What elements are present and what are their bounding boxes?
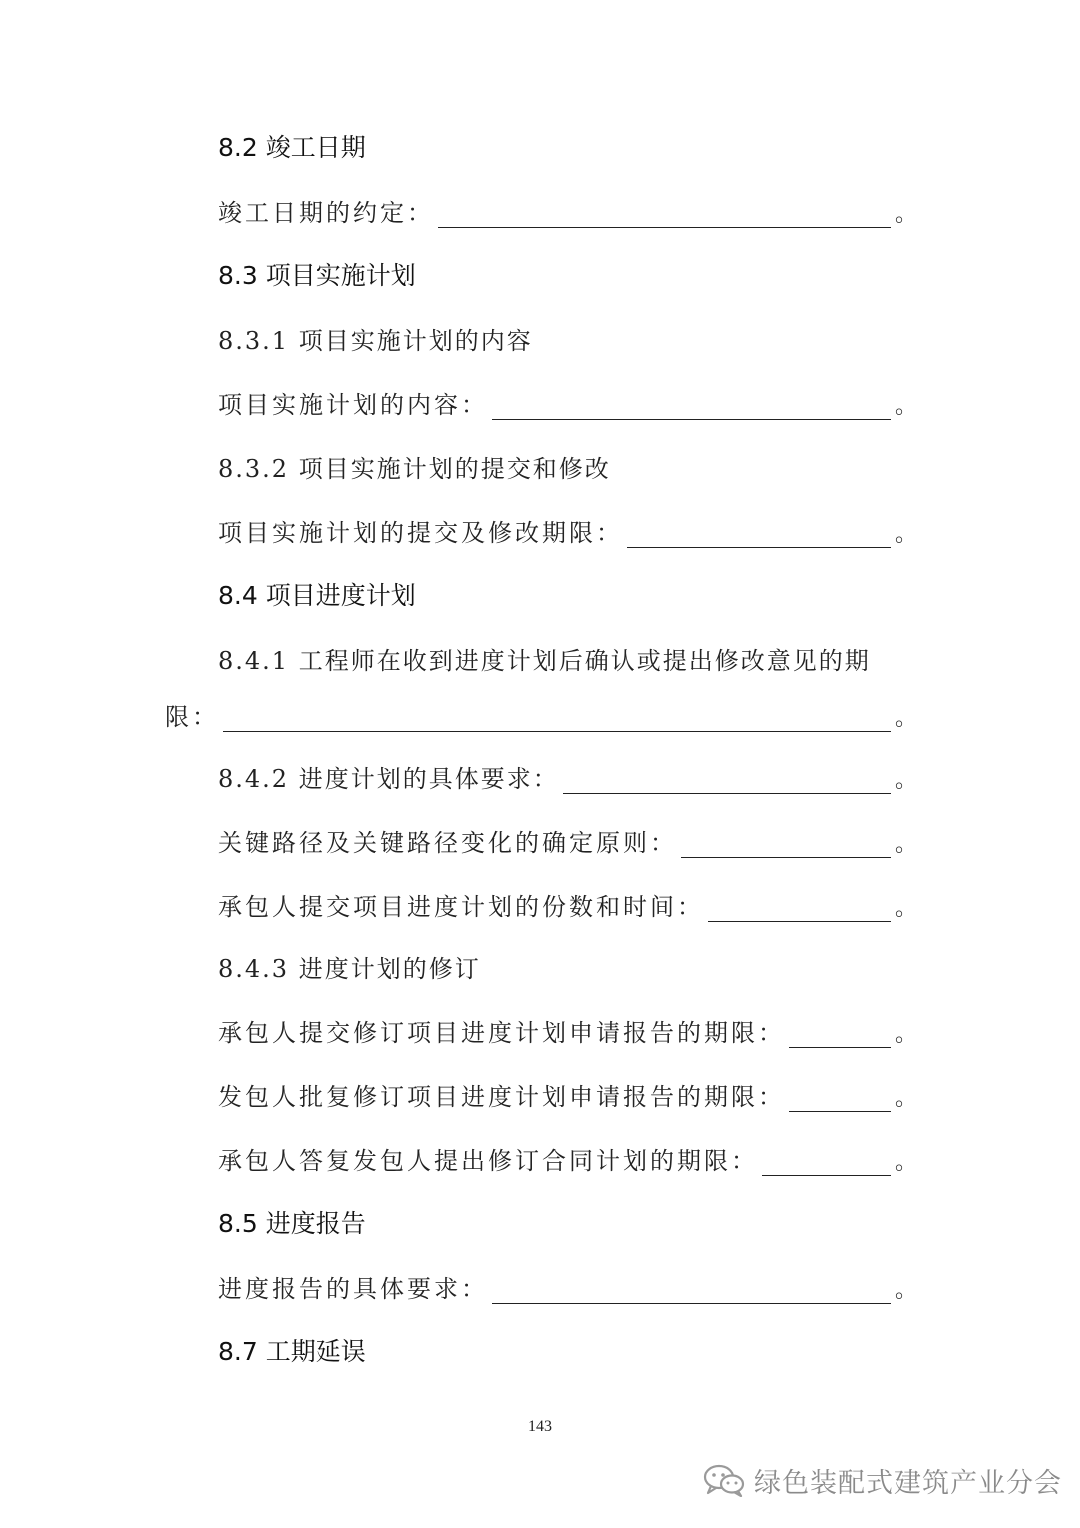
fill-in-blank[interactable]: [627, 523, 891, 548]
section-8-3-2-heading: 8.3.2 项目实施计划的提交和修改: [218, 455, 611, 483]
section-8-7-heading: 8.7 工期延误: [218, 1337, 366, 1366]
section-8-2-heading: 8.2 竣工日期: [218, 133, 366, 162]
schedule-submission-field: 承包人提交项目进度计划的份数和时间： 。: [218, 893, 920, 921]
page-number: 143: [528, 1418, 552, 1435]
fill-in-blank[interactable]: [762, 1151, 891, 1176]
section-8-3-heading: 8.3 项目实施计划: [218, 261, 416, 290]
fill-in-blank[interactable]: [438, 203, 891, 228]
section-8-4-2-field: 8.4.2 进度计划的具体要求： 。: [218, 765, 920, 793]
watermark-text: 绿色装配式建筑产业分会: [754, 1467, 1062, 1499]
fill-in-blank[interactable]: [681, 833, 891, 858]
field-label: 项目实施计划的内容：: [218, 391, 488, 419]
fill-in-blank[interactable]: [492, 1279, 891, 1304]
section-8-5-heading: 8.5 进度报告: [218, 1209, 366, 1238]
wechat-icon: [702, 1463, 746, 1497]
section-8-4-3-heading: 8.4.3 进度计划的修订: [218, 955, 481, 983]
field-label: 竣工日期的约定：: [218, 199, 434, 227]
revision-request-field: 承包人提交修订项目进度计划申请报告的期限： 。: [218, 1019, 920, 1047]
fill-in-blank[interactable]: [563, 769, 891, 794]
fill-in-blank[interactable]: [789, 1023, 891, 1048]
fill-in-blank[interactable]: [789, 1087, 891, 1112]
completion-date-field: 竣工日期的约定： 。: [218, 194, 920, 228]
fill-in-blank[interactable]: [223, 707, 891, 732]
watermark: [702, 1458, 1062, 1502]
plan-content-field: 项目实施计划的内容： 。: [218, 386, 920, 420]
revision-reply-field: 承包人答复发包人提出修订合同计划的期限： 。: [218, 1147, 920, 1175]
section-8-4-1-field: 限： 。: [165, 703, 920, 731]
section-8-4-heading: 8.4 项目进度计划: [218, 581, 416, 610]
fill-in-blank[interactable]: [492, 395, 891, 420]
plan-submission-field: 项目实施计划的提交及修改期限： 。: [218, 514, 920, 548]
section-8-3-1-heading: 8.3.1 项目实施计划的内容: [218, 327, 533, 355]
revision-approval-field: 发包人批复修订项目进度计划申请报告的期限： 。: [218, 1083, 920, 1111]
critical-path-field: 关键路径及关键路径变化的确定原则： 。: [218, 829, 920, 857]
progress-report-field: 进度报告的具体要求： 。: [218, 1275, 920, 1303]
section-8-4-1-text: 8.4.1 工程师在收到进度计划后确认或提出修改意见的期: [218, 647, 871, 675]
field-label: 项目实施计划的提交及修改期限：: [218, 519, 623, 547]
fill-in-blank[interactable]: [708, 897, 891, 922]
